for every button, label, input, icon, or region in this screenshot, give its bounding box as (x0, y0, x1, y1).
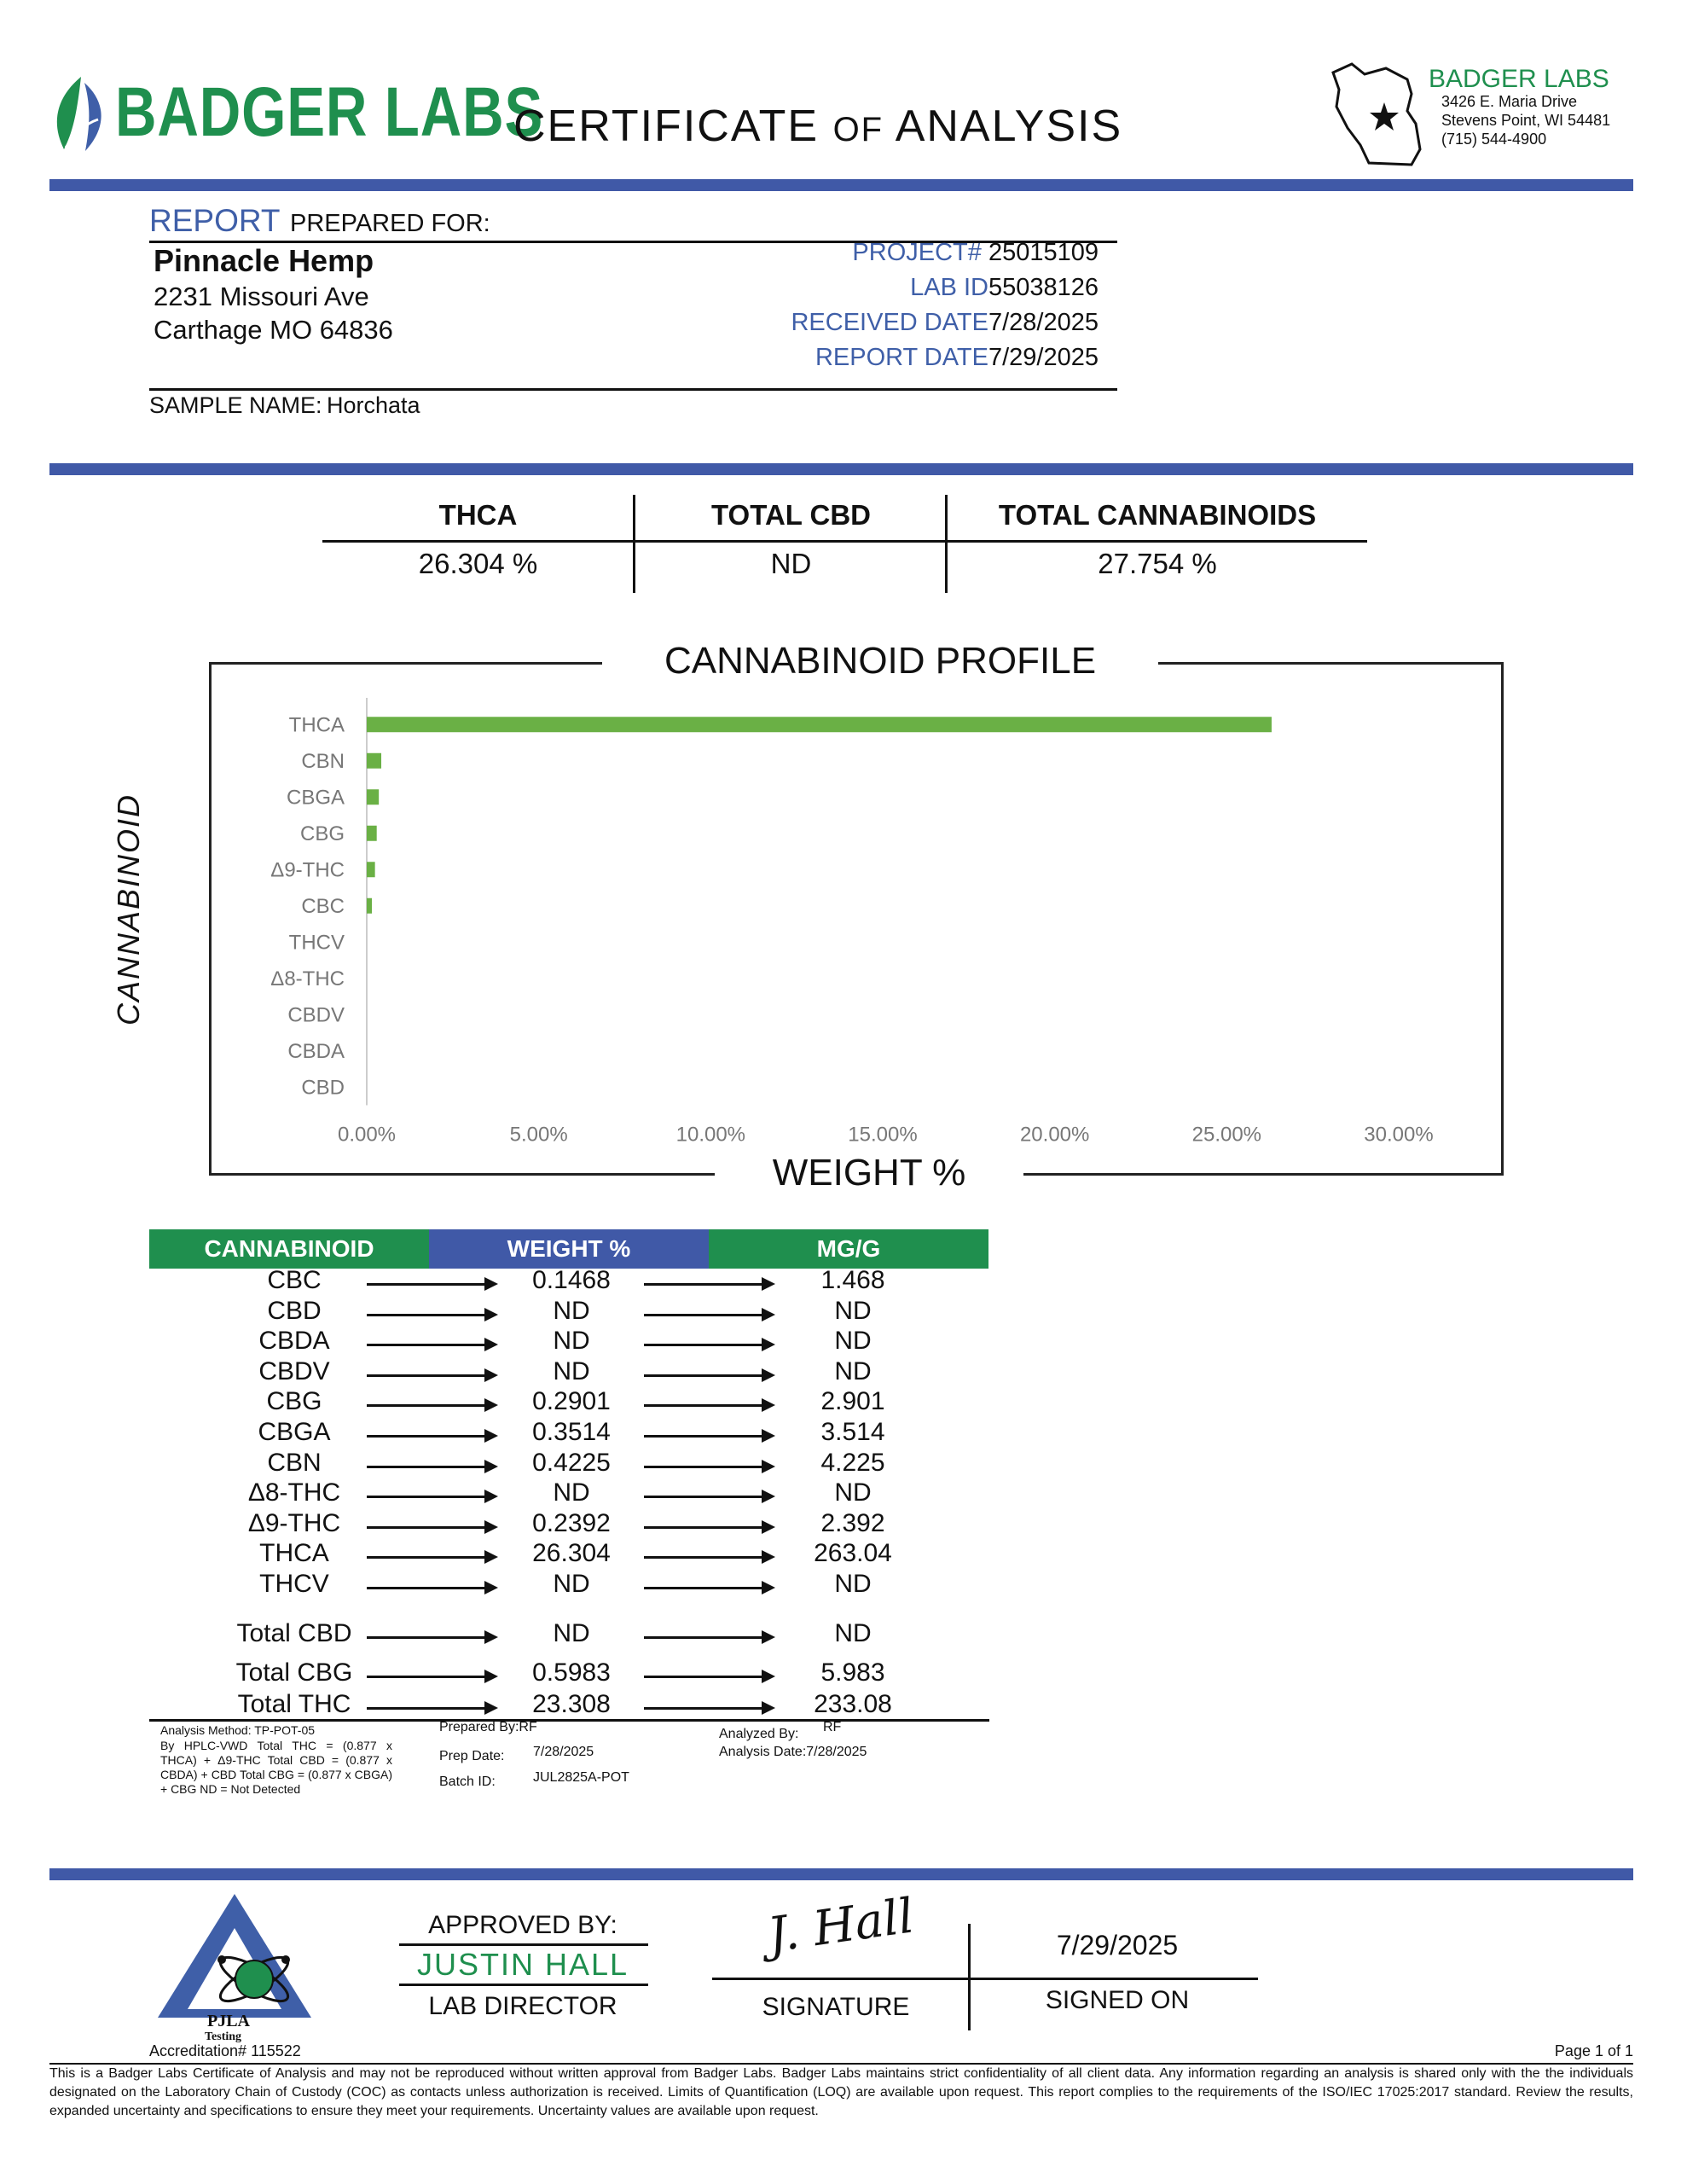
report-label: REPORT (149, 203, 281, 238)
summary-cbd-label: TOTAL CBD (711, 499, 871, 531)
summary-thca-label: THCA (438, 499, 518, 531)
table-row (149, 1539, 985, 1570)
project-info: PROJECT# 25015109 LAB ID55038126 RECEIVED DATE7/28/2025 REPORT DATE7/29/2025 (791, 239, 1099, 371)
weight-value: 0.3514 (532, 1418, 611, 1446)
weight-value: 0.2901 (532, 1387, 611, 1416)
lab-address-1: 3426 E. Maria Drive (1441, 93, 1578, 110)
table-row (149, 1449, 985, 1479)
table-row (149, 1387, 985, 1418)
arrow-icon (367, 1344, 495, 1346)
header-divider (49, 179, 1633, 191)
weight-value: 0.5983 (532, 1658, 611, 1687)
mg-value: ND (834, 1327, 872, 1356)
cannabinoid-name: Total CBD (236, 1619, 352, 1647)
weight-value: ND (553, 1327, 590, 1356)
mg-value: 4.225 (820, 1448, 885, 1477)
chart-category-label: CBN (301, 749, 345, 773)
mg-value: 3.514 (820, 1418, 885, 1446)
table-total-row (149, 1690, 985, 1721)
table-total-row (149, 1619, 985, 1650)
chart-x-tick: 30.00% (1364, 1123, 1434, 1147)
mg-value: 5.983 (820, 1658, 885, 1687)
prep-date-label: Prep Date: (439, 1749, 505, 1763)
brand-name: BADGER LABS (115, 73, 544, 151)
arrow-icon (644, 1636, 772, 1639)
chart-x-tick: 0.00% (337, 1123, 397, 1147)
weight-value: 0.1468 (532, 1266, 611, 1294)
table-row (149, 1418, 985, 1449)
cannabinoid-name: Δ9-THC (247, 1508, 341, 1537)
chart-category-label: CBG (299, 822, 345, 845)
arrow-icon (367, 1496, 495, 1498)
arrow-icon (367, 1636, 495, 1639)
table-header-cannabinoid: CANNABINOID (149, 1229, 429, 1269)
section-divider (49, 463, 1633, 475)
table-total-row (149, 1658, 985, 1689)
table-row (149, 1266, 985, 1297)
mg-value: 2.901 (820, 1387, 885, 1416)
batch-id-label: Batch ID: (439, 1774, 496, 1789)
arrow-icon (644, 1466, 772, 1468)
arrow-icon (644, 1556, 772, 1559)
client-address-1: 2231 Missouri Ave (154, 282, 369, 311)
cannabinoid-name: CBC (267, 1266, 322, 1294)
lab-phone: (715) 544-4900 (1441, 131, 1547, 148)
arrow-icon (367, 1314, 495, 1316)
table-row (149, 1478, 985, 1509)
arrow-icon (367, 1466, 495, 1468)
mg-value: 2.392 (820, 1508, 885, 1537)
signed-date: 7/29/2025 (1056, 1930, 1179, 1960)
accreditation-number: Accreditation# 115522 (149, 2042, 301, 2059)
prepared-for-label: PREPARED FOR: (290, 210, 490, 237)
chart-x-tick: 25.00% (1191, 1123, 1262, 1147)
summary-total-label: TOTAL CANNABINOIDS (998, 499, 1317, 531)
approver-rule-bottom (399, 1984, 648, 1986)
arrow-icon (367, 1435, 495, 1438)
summary-thca-value: 26.304 % (418, 548, 538, 579)
analysis-date: Analysis Date:7/28/2025 (719, 1745, 867, 1759)
weight-value: 0.4225 (532, 1448, 611, 1477)
mg-value: ND (834, 1619, 872, 1647)
footer-divider (49, 1868, 1633, 1880)
client-address-2: Carthage MO 64836 (154, 315, 393, 345)
sample-name-label: SAMPLE NAME: (149, 392, 322, 418)
analysis-method: Analysis Method: TP-POT-05 (160, 1723, 316, 1737)
signature-label: SIGNATURE (762, 1993, 910, 2021)
pjla-sub: Testing (205, 2030, 242, 2043)
arrow-icon (367, 1526, 495, 1529)
arrow-icon (644, 1676, 772, 1678)
table-header-weight: WEIGHT % (429, 1229, 709, 1269)
chart-bar-cbc (367, 898, 372, 914)
chart-category-label: CBD (301, 1076, 345, 1100)
mg-value: 233.08 (814, 1690, 892, 1718)
pjla-label: PJLA (207, 2012, 250, 2030)
chart-xlabel: WEIGHT % (715, 1152, 1023, 1194)
signed-on-label: SIGNED ON (1045, 1986, 1190, 2014)
table-bottom-rule (149, 1719, 989, 1722)
table-row (149, 1327, 985, 1357)
batch-id-value: JUL2825A-POT (533, 1770, 629, 1785)
prep-date-value: 7/28/2025 (533, 1745, 594, 1759)
mg-value: 263.04 (814, 1539, 892, 1568)
arrow-icon (367, 1587, 495, 1589)
weight-value: ND (553, 1619, 590, 1647)
table-header-mg: MG/G (709, 1229, 988, 1269)
cannabinoid-name: Δ8-THC (247, 1478, 341, 1507)
chart-category-label: CBC (301, 894, 345, 918)
approver-name: JUSTIN HALL (416, 1947, 629, 1982)
cannabinoid-name: CBGA (258, 1418, 331, 1446)
summary-cbd-value: ND (770, 548, 812, 579)
table-row (149, 1357, 985, 1388)
weight-value: ND (553, 1478, 590, 1507)
badger-leaf-icon (47, 73, 111, 158)
page-number: Page 1 of 1 (1554, 2042, 1633, 2059)
cannabinoid-name: CBG (266, 1387, 322, 1416)
arrow-icon (644, 1587, 772, 1589)
chart-title: CANNABINOID PROFILE (602, 640, 1158, 682)
method-description: By HPLC-VWD Total THC = (0.877 x THCA) + Δ9-THC Total CBD = (0.877 x CBDA) + CBD Total CBG = (0.877 x CBGA) + CBG ND = Not Detected (160, 1739, 392, 1796)
arrow-icon (644, 1707, 772, 1710)
arrow-icon (644, 1344, 772, 1346)
arrow-icon (644, 1404, 772, 1407)
chart-category-label: THCA (288, 713, 345, 737)
mg-value: ND (834, 1570, 872, 1598)
table-row (149, 1570, 985, 1600)
lab-address-2: Stevens Point, WI 54481 (1441, 112, 1611, 129)
chart-ylabel: CANNABINOID (111, 769, 147, 1050)
approved-by-label: APPROVED BY: (428, 1911, 617, 1939)
weight-value: ND (553, 1356, 590, 1385)
chart-category-label: Δ9-THC (270, 858, 345, 882)
chart-bar-cbga (367, 789, 379, 804)
chart-category-label: CBDA (287, 1039, 345, 1063)
cannabinoid-name: THCV (259, 1570, 329, 1598)
chart-x-tick: 5.00% (509, 1123, 568, 1147)
weight-value: 0.2392 (532, 1508, 611, 1537)
cannabinoid-name: CBDV (258, 1356, 330, 1385)
arrow-icon (644, 1374, 772, 1377)
cannabinoid-name: CBD (267, 1296, 322, 1325)
arrow-icon (644, 1435, 772, 1438)
signature-image: J. Hall (764, 1888, 918, 1964)
chart-bar-δ9-thc (367, 862, 375, 877)
cannabinoid-name: CBDA (258, 1327, 330, 1356)
cannabinoid-name: CBN (267, 1448, 322, 1477)
report-bottom-rule (149, 388, 1117, 391)
cannabinoid-name: THCA (259, 1539, 329, 1568)
chart-x-tick: 15.00% (848, 1123, 918, 1147)
wisconsin-map-icon (1326, 55, 1433, 168)
client-name: Pinnacle Hemp (154, 243, 374, 278)
weight-value: 23.308 (532, 1690, 611, 1718)
weight-value: ND (553, 1570, 590, 1598)
lab-name: BADGER LABS (1429, 65, 1609, 93)
table-row (149, 1509, 985, 1540)
arrow-icon (367, 1404, 495, 1407)
mg-value: 1.468 (820, 1266, 885, 1294)
mg-value: ND (834, 1296, 872, 1325)
arrow-icon (367, 1676, 495, 1678)
arrow-icon (644, 1314, 772, 1316)
weight-value: 26.304 (532, 1539, 611, 1568)
chart-bar-cbg (367, 826, 377, 841)
cannabinoid-bar-chart (239, 691, 1467, 1152)
chart-category-label: CBDV (287, 1003, 345, 1027)
summary-total-value: 27.754 % (1098, 548, 1217, 579)
table-row (149, 1297, 985, 1327)
arrow-icon (367, 1556, 495, 1559)
arrow-icon (644, 1283, 772, 1286)
sample-name-value: Horchata (327, 392, 420, 418)
cannabinoid-name: Total CBG (235, 1658, 353, 1687)
cannabinoid-name: Total THC (237, 1690, 351, 1718)
prepared-by: Prepared By:RF (439, 1720, 537, 1734)
arrow-icon (367, 1374, 495, 1377)
chart-category-label: THCV (288, 931, 345, 955)
chart-bar-thca (367, 717, 1272, 732)
brand-logo (47, 73, 111, 162)
mg-value: ND (834, 1356, 872, 1385)
arrow-icon (367, 1707, 495, 1710)
signature-rule (712, 1978, 1258, 1980)
summary-rule (322, 540, 1367, 543)
signature-divider (968, 1924, 971, 2030)
arrow-icon (644, 1526, 772, 1529)
document-title: CERTIFICATE OF ANALYSIS (513, 102, 1123, 151)
arrow-icon (367, 1283, 495, 1286)
mg-value: ND (834, 1478, 872, 1507)
disclaimer-text: This is a Badger Labs Certificate of Analysis and may not be reproduced without written approval from Badger Labs. Badger Labs maintains strict confidentiality of all client data. Any information regarding an analysis is shared only with the the individuals designated on the Laboratory Chain of Custody (COC) as contacts unless authorization is received. Limits of Quantification (LOQ) are available upon request. This report complies to the requirements of the ISO/IEC 17025:2017 standard. Review the results, expanded uncertainty and specifications to ensure they meet your requirements. Uncertainty values are available upon request. (49, 2066, 1633, 2118)
chart-category-label: Δ8-THC (270, 967, 345, 990)
analyzed-by-label: Analyzed By: (719, 1727, 799, 1741)
approver-title: LAB DIRECTOR (428, 1992, 617, 2020)
approver-rule-top (399, 1943, 648, 1946)
analyzed-by-value: RF (823, 1720, 842, 1734)
chart-x-tick: 10.00% (675, 1123, 746, 1147)
chart-category-label: CBGA (286, 786, 345, 810)
arrow-icon (644, 1496, 772, 1498)
chart-bar-cbn (367, 753, 381, 769)
weight-value: ND (553, 1296, 590, 1325)
chart-x-tick: 20.00% (1019, 1123, 1090, 1147)
